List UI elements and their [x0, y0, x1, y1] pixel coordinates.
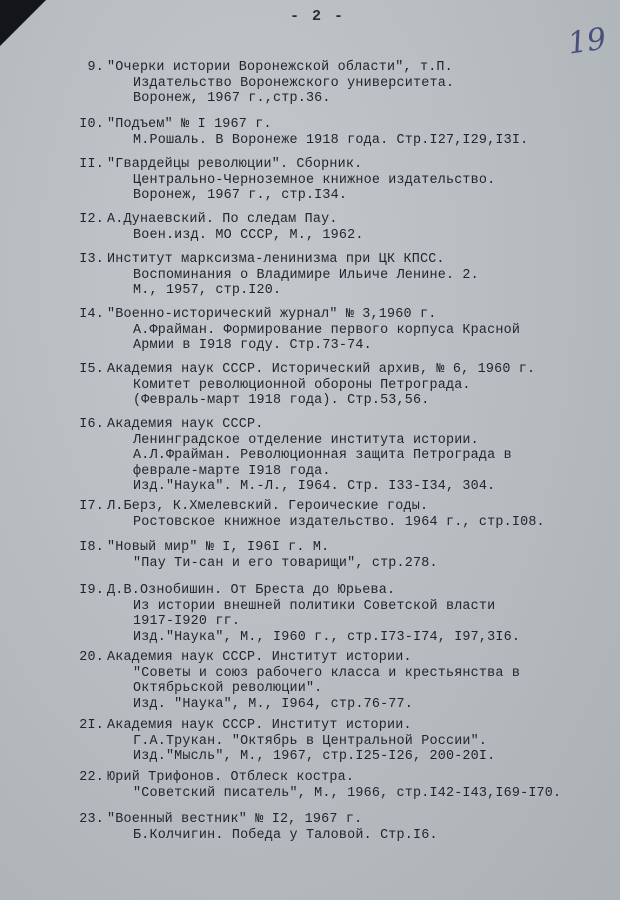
entry-line: Воспоминания о Владимире Ильиче Ленине. 2.	[133, 267, 479, 283]
entry-line: "Очерки истории Воронежской области", т.П.	[107, 60, 453, 75]
entry-number: 23.	[79, 812, 104, 827]
entry-line: Комитет революционной обороны Петрограда.	[133, 377, 471, 393]
entry-line: Институт марксизма-ленинизма при ЦК КПСС.	[107, 252, 445, 267]
entry-number: I7.	[79, 499, 104, 514]
entry-line: Л.Берз, К.Хмелевский. Героические годы.	[107, 499, 429, 514]
entry-line: Академия наук СССР. Исторический архив, № 6, 1960 г.	[107, 362, 536, 377]
entry-line: Г.А.Трукан. "Октябрь в Центральной России".	[133, 733, 488, 749]
entry-line: "Военный вестник" № I2, 1967 г.	[107, 812, 363, 827]
entry-line: 1917-I920 гг.	[133, 614, 241, 629]
entry-line: М., 1957, стр.I20.	[133, 283, 282, 298]
entry-line: Изд. "Наука", М., I964, стр.76-77.	[133, 696, 414, 712]
entry-number: I8.	[79, 540, 104, 555]
entry-number: 9.	[87, 60, 104, 75]
entry-line: Академия наук СССР. Институт истории.	[107, 718, 412, 733]
entry-line: Б.Колчигин. Победа у Таловой. Стр.I6.	[133, 827, 438, 843]
entry-line: Воен.изд. МО СССР, М., 1962.	[133, 227, 364, 243]
entry-line: (Февраль-март 1918 года). Стр.53,56.	[133, 393, 430, 408]
entry-line: А.Дунаевский. По следам Пау.	[107, 212, 338, 227]
entry-number: I6.	[79, 417, 104, 432]
entry-line: Армии в I918 году. Стр.73-74.	[133, 338, 372, 353]
entry-line: Воронеж, 1967 г., стр.I34.	[133, 188, 348, 203]
entry-line: Изд."Наука". М.-Л., I964. Стр. I33-I34, 304.	[133, 479, 496, 494]
entry-number: II.	[79, 157, 104, 172]
entry-line: А.Фрайман. Формирование первого корпуса Красной	[133, 322, 521, 338]
entry-line: Центрально-Черноземное книжное издательство.	[133, 172, 496, 188]
entry-line: "Подъем" № I 1967 г.	[107, 117, 272, 132]
entry-number: I4.	[79, 307, 104, 322]
entry-line: Октябрьской революции".	[133, 681, 323, 696]
entry-number: I0.	[79, 117, 104, 132]
entry-number: 22.	[79, 770, 104, 785]
entry-line: А.Л.Фрайман. Революционная защита Петрограда в	[133, 448, 512, 463]
entry-line: "Советский писатель", М., 1966, стр.I42-I43,I69-I70.	[133, 785, 562, 801]
entry-line: М.Рошаль. В Воронеже 1918 года. Стр.I27,I29,I3I.	[133, 132, 529, 148]
entry-line: "Советы и союз рабочего класса и крестьянства в	[133, 665, 521, 681]
entry-line: феврале-марте I918 года.	[133, 463, 331, 479]
entry-line: Ленинградское отделение института истории.	[133, 432, 479, 448]
entry-number: I2.	[79, 212, 104, 227]
entry-line: "Новый мир" № I, I96I г. М.	[107, 540, 330, 555]
entry-number: 20.	[79, 650, 104, 665]
entry-line: Изд."Мысль", М., 1967, стр.I25-I26, 200-20I.	[133, 749, 496, 764]
entry-number: I3.	[79, 252, 104, 267]
entry-number: I5.	[79, 362, 104, 377]
entry-line: Юрий Трифонов. Отблеск костра.	[107, 770, 355, 785]
entry-line: Ростовское книжное издательство. 1964 г., стр.I08.	[133, 514, 545, 530]
page-number: - 2 -	[290, 8, 346, 25]
entry-number: I9.	[79, 583, 104, 598]
entry-line: Изд."Наука", М., I960 г., стр.I73-I74, I97,3I6.	[133, 629, 521, 645]
entry-number: 2I.	[79, 718, 104, 733]
entry-line: "Военно-исторический журнал" № 3,1960 г.	[107, 307, 437, 322]
entry-line: Академия наук СССР. Институт истории.	[107, 650, 412, 665]
archive-folio-mark: 19	[565, 21, 609, 62]
entry-line: "Гвардейцы революции". Сборник.	[107, 157, 363, 172]
entry-line: "Пау Ти-сан и его товарищи", стр.278.	[133, 555, 438, 571]
entry-line: Д.В.Ознобишин. От Бреста до Юрьева.	[107, 583, 396, 598]
entry-line: Издательство Воронежского университета.	[133, 75, 455, 91]
entry-line: Академия наук СССР.	[107, 417, 264, 432]
entry-line: Воронеж, 1967 г.,стр.36.	[133, 91, 331, 106]
entry-line: Из истории внешней политики Советской власти	[133, 598, 496, 614]
